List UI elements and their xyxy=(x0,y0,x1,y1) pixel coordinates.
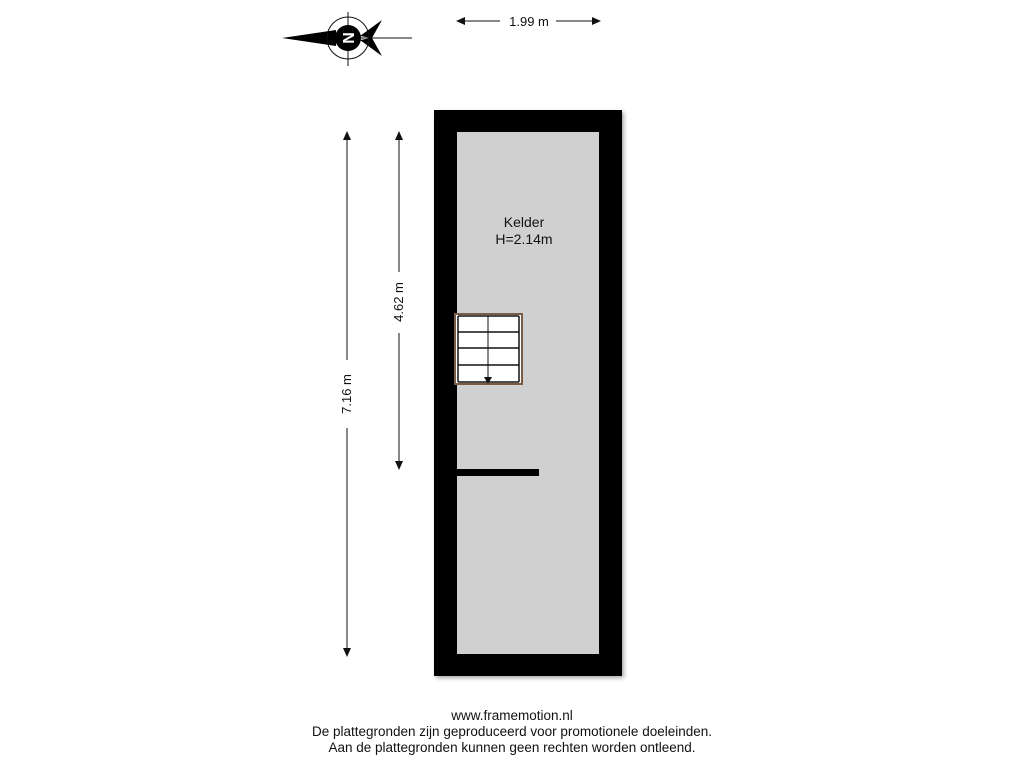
footer-disclaimer-line-2: Aan de plattegronden kunnen geen rechten worden ontleend. xyxy=(328,740,696,755)
staircase xyxy=(455,314,522,384)
footer-url: www.framemotion.nl xyxy=(451,708,573,723)
dimension-height-inner-label: 4.62 m xyxy=(391,282,406,322)
footer-disclaimer-line-1: De plattegronden zijn geproduceerd voor promotionele doeleinden. xyxy=(311,724,713,739)
dimension-height-outer xyxy=(339,131,354,657)
dimension-width xyxy=(456,14,601,29)
dimension-width-label: 1.99 m xyxy=(509,14,549,29)
dimension-height-outer-label: 7.16 m xyxy=(339,374,354,414)
floor-area xyxy=(457,132,599,654)
room-height: H=2.14m xyxy=(495,231,553,247)
compass-north-letter: N xyxy=(341,32,358,44)
dimension-height-inner xyxy=(391,131,406,470)
room-kelder xyxy=(434,110,622,676)
inner-wall-stub xyxy=(455,469,539,476)
room-name: Kelder xyxy=(503,214,545,230)
footer xyxy=(0,708,1024,756)
compass-north-icon xyxy=(282,12,412,66)
